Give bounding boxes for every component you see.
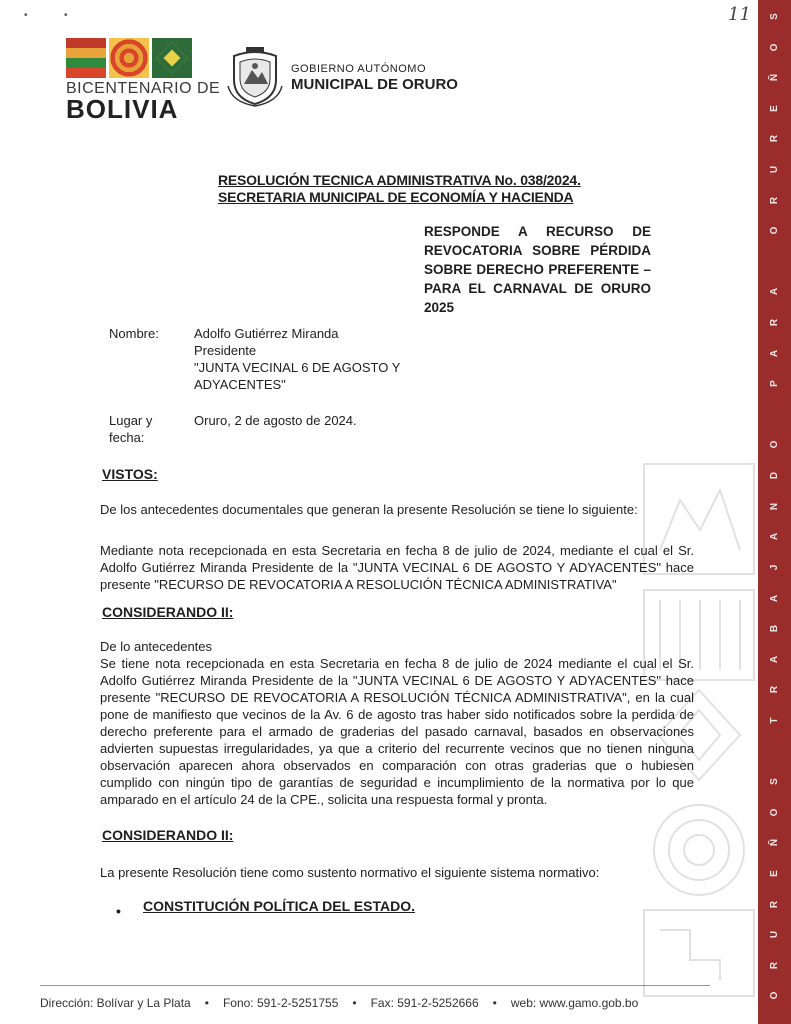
paragraph-text: Mediante nota recepcionada en esta Secretaria en fecha 8 de julio de 2024, mediante el cual el Sr. Adolfo Gutiérrez Miranda Presidente de la "JUNTA VECINAL 6 DE AGOSTO Y ADYACENTES" hace presente "RECURSO DE REVOCATORIA A RESOLUCIÓN TÉCNICA ADMINISTRATIVA"	[100, 543, 694, 592]
ribbon-letter: A	[769, 594, 780, 602]
ribbon-letter: A	[769, 288, 780, 296]
ribbon-letter: R	[769, 686, 780, 694]
place-label	[109, 412, 152, 446]
ribbon-letter: R	[769, 196, 780, 204]
considerando-heading-2: CONSIDERANDO II:	[102, 827, 234, 843]
subject-line: REVOCATORIA SOBRE PÉRDIDA	[424, 243, 651, 258]
addressee-role: Presidente	[194, 343, 257, 358]
subject-line: SOBRE DERECHO PREFERENTE –	[424, 262, 651, 277]
footer-address: Dirección: Bolívar y La Plata	[40, 996, 191, 1010]
vistos-paragraph-1	[100, 501, 694, 518]
ribbon-letter: N	[769, 502, 780, 510]
footer	[40, 996, 710, 1010]
ribbon-letter: Ñ	[769, 74, 780, 82]
bicentenario-text: BICENTENARIO DE	[66, 80, 221, 97]
paragraph-intro: De lo antecedentes	[100, 639, 213, 654]
gobierno-autonomo-text: GOBIERNO AUTÓNOMO	[291, 63, 427, 75]
ribbon-letter: Ñ	[769, 839, 780, 847]
paragraph-text: Se tiene nota recepcionada en esta Secretaria en fecha 8 de julio de 2024 mediante el cual el Sr. Adolfo Gutiérrez Miranda Presidente de la "JUNTA VECINAL 6 DE AGOSTO Y ADYACENTES" hace presente "RECURSO DE REVOCATORIA A RESOLUCIÓN TÉCNICA ADMINISTRATIVA", en la cual pone de manifiesto que vecinos de la Av. 6 de agosto tras haber sido notificados sobre la perdida de derecho preferente para el armado de graderias del pasado carnaval, basados en observaciones advierten supuestas irregularidades, ya que a criterio del recurrente vecinos que no tienen ninguna observación aparecen ahora observados en comparación con otras graderias que o hubiesen cumplido con ningún tipo de garantías de seguridad e incumplimiento de la normativa por lo que amparado en el artículo 24 de la CPE., solicita una respuesta formal y pronta.	[100, 656, 694, 807]
handwritten-page-number: 11	[728, 4, 751, 25]
place-date-value: Oruro, 2 de agosto de 2024.	[194, 413, 357, 428]
place-label-line: fecha:	[109, 430, 145, 445]
bolivia-text: BOLIVIA	[66, 94, 179, 124]
footer-separator: •	[352, 996, 357, 1010]
ribbon-letter: D	[769, 471, 780, 480]
ribbon-letter: U	[769, 165, 780, 174]
place-label-line: Lugar y	[109, 413, 153, 428]
ribbon-letter: S	[769, 13, 780, 20]
footer-fax: Fax: 591-2-5252666	[370, 996, 479, 1010]
ribbon-letter: R	[769, 900, 780, 908]
municipal-seal-icon	[226, 46, 284, 108]
ribbon-letter	[758, 735, 791, 768]
bicentenario-chakana-icon	[152, 38, 192, 78]
ribbon-letter: P	[769, 380, 780, 388]
paragraph-text: De los antecedentes documentales que generan la presente Resolución se tiene lo siguiente:	[100, 502, 638, 517]
ribbon-letter: A	[769, 533, 780, 541]
footer-separator: •	[204, 996, 209, 1010]
bicentenario-logo	[66, 38, 194, 78]
ribbon-letter: B	[769, 625, 780, 633]
ribbon-letter: A	[769, 655, 780, 663]
addressee-name-block	[194, 325, 400, 393]
ribbon-letter: O	[769, 992, 780, 1000]
name-label: Nombre:	[109, 326, 159, 341]
ribbon-letter: J	[769, 564, 780, 571]
considerando-heading-1: CONSIDERANDO II:	[102, 604, 234, 620]
ribbon-letter: E	[769, 870, 780, 877]
addressee-name: Adolfo Gutiérrez Miranda	[194, 326, 339, 341]
ribbon-letter: O	[769, 43, 780, 51]
ribbon-letter: T	[769, 717, 780, 724]
ribbon-letter: A	[769, 349, 780, 357]
considerando-paragraph-1	[100, 638, 694, 808]
addressee-org-cont: ADYACENTES"	[194, 377, 286, 392]
ribbon-letter	[758, 398, 791, 431]
addressee-org: "JUNTA VECINAL 6 DE AGOSTO Y	[194, 360, 401, 375]
ribbon-letter: R	[769, 961, 780, 969]
bicentenario-flag-icon	[66, 38, 106, 78]
ribbon-letter: S	[769, 778, 780, 785]
bullet-constitucion: CONSTITUCIÓN POLÍTICA DEL ESTADO.	[143, 898, 415, 914]
footer-phone: Fono: 591-2-5251755	[222, 996, 339, 1010]
footer-separator: •	[492, 996, 497, 1010]
subject-line: RESPONDE A RECURSO DE	[424, 224, 651, 239]
ribbon-letter: R	[769, 318, 780, 327]
footer-divider	[40, 985, 710, 986]
ribbon-letter	[758, 245, 791, 278]
ribbon-letter: U	[769, 931, 780, 939]
ribbon-letter: O	[769, 808, 780, 817]
subject-line: PARA EL CARNAVAL DE ORURO 2025	[424, 281, 651, 315]
bicentenario-spiral-icon	[109, 38, 149, 78]
considerando-paragraph-2	[100, 864, 694, 881]
paragraph-text: La presente Resolución tiene como sustento normativo el siguiente sistema normativo:	[100, 865, 600, 880]
municipal-oruro-text: MUNICIPAL DE ORURO	[291, 76, 458, 93]
ribbon-letter: O	[769, 441, 780, 449]
bullet-icon: •	[116, 903, 121, 919]
vistos-heading: VISTOS:	[102, 466, 158, 482]
corner-mark-left: •	[24, 10, 28, 21]
vistos-paragraph-2	[100, 542, 694, 593]
ribbon-letter: O	[769, 226, 780, 235]
resolution-title: RESOLUCIÓN TECNICA ADMINISTRATIVA No. 038/2024.	[218, 172, 581, 188]
ribbon-banner	[758, 0, 791, 1024]
ribbon-letter: E	[769, 104, 780, 112]
subject-block	[424, 222, 651, 317]
footer-web: web: www.gamo.gob.bo	[510, 996, 639, 1010]
corner-mark-right: •	[64, 10, 68, 21]
secretaria-title: SECRETARIA MUNICIPAL DE ECONOMÍA Y HACIENDA	[218, 189, 574, 205]
ribbon-letter: R	[769, 135, 780, 143]
